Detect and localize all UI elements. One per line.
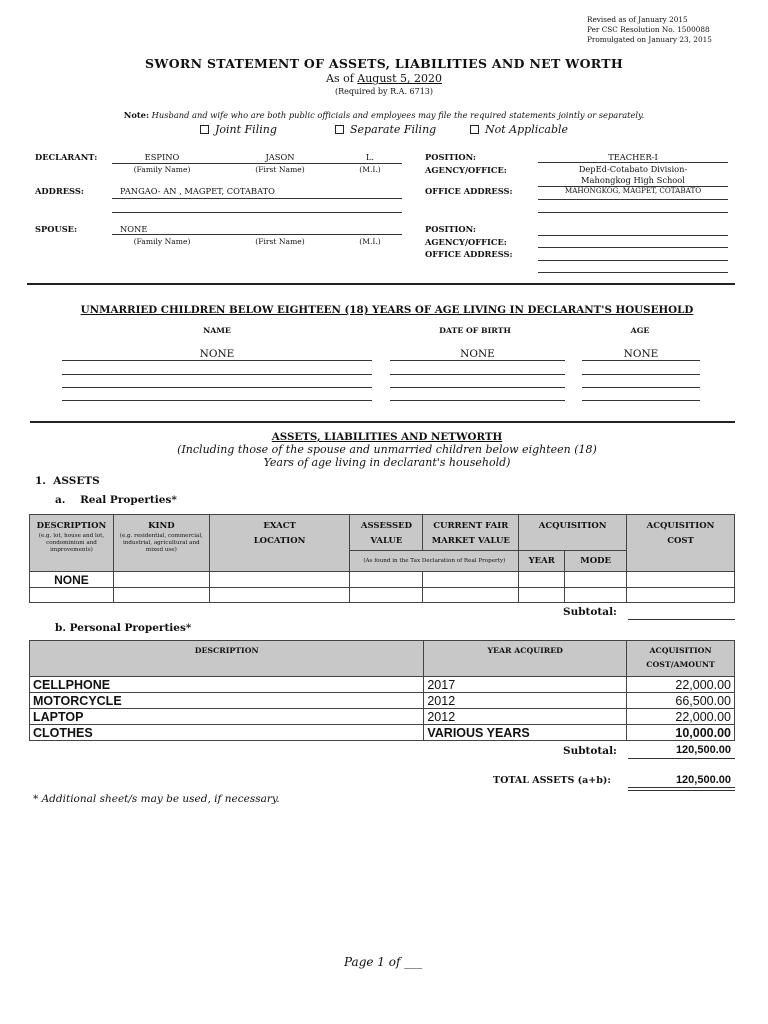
personal-properties-heading: b. Personal Properties* <box>55 622 192 634</box>
personal-description: CELLPHONE <box>30 677 424 693</box>
child-dob: NONE <box>460 348 495 360</box>
promulgated-text: Promulgated on January 23, 2015 <box>587 35 712 44</box>
spouse-first-caption: (First Name) <box>255 237 305 246</box>
table-row <box>30 693 735 709</box>
real-subtotal-label: Subtotal: <box>563 606 617 618</box>
personal-cost: 66,500.00 <box>627 693 735 709</box>
personal-subtotal-label: Subtotal: <box>563 745 617 757</box>
page-title: SWORN STATEMENT OF ASSETS, LIABILITIES AND NET WORTH <box>145 56 623 71</box>
divider <box>27 283 735 285</box>
spouse-family-caption: (Family Name) <box>133 237 191 246</box>
note <box>0 110 768 120</box>
position-label: POSITION: <box>425 152 476 162</box>
header-year-acquired: YEAR ACQUIRED <box>424 641 627 677</box>
child-name: NONE <box>199 348 235 360</box>
spouse-name: NONE <box>120 224 148 234</box>
declarant-mi: L. <box>365 152 375 162</box>
family-name-caption: (Family Name) <box>133 165 191 174</box>
first-name-caption: (First Name) <box>255 165 305 174</box>
note-text: Husband and wife who are both public officials and employees may file the required statements jointly or separately. <box>151 110 645 120</box>
children-title: UNMARRIED CHILDREN BELOW EIGHTEEN (18) YEARS OF AGE LIVING IN DECLARANT'S HOUSEHOLD <box>80 304 694 316</box>
checkbox-icon <box>470 125 479 134</box>
personal-year: 2012 <box>424 709 627 725</box>
note-label: Note: <box>123 110 150 120</box>
header-acquisition-cost: ACQUISITION COST/AMOUNT <box>627 641 735 677</box>
revision-info <box>587 15 712 45</box>
assets-heading: 1. ASSETS <box>35 475 100 487</box>
table-row <box>30 572 735 588</box>
header-mode: MODE <box>565 551 627 572</box>
position-value: TEACHER-I <box>608 152 658 162</box>
agency-value: DepEd-Cotabato Division- Mahongkog High School <box>578 164 688 185</box>
personal-properties-table <box>29 640 735 741</box>
table-row <box>30 725 735 741</box>
declarant-label: DECLARANT: <box>35 152 98 162</box>
total-assets-value: 120,500.00 <box>675 774 731 786</box>
table-row <box>30 588 735 603</box>
as-of-line <box>0 72 768 85</box>
personal-year: 2017 <box>424 677 627 693</box>
personal-cost: 22,000.00 <box>627 677 735 693</box>
spouse-label: SPOUSE: <box>35 224 78 234</box>
table-row <box>30 677 735 693</box>
children-col-age: AGE <box>630 326 650 335</box>
personal-cost: 22,000.00 <box>627 709 735 725</box>
declarant-family-name: ESPINO <box>144 152 180 162</box>
revised-text: Revised as of January 2015 <box>587 15 688 24</box>
mi-caption: (M.I.) <box>359 165 381 174</box>
resolution-text: Per CSC Resolution No. 1500088 <box>587 25 710 34</box>
filing-option-separate[interactable]: Separate Filing <box>335 123 436 136</box>
personal-description: MOTORCYCLE <box>30 693 424 709</box>
header-market-note: (As found in the Tax Declaration of Real Property) <box>350 551 519 572</box>
assets-subtitle-2: Years of age living in declarant's household) <box>263 456 511 469</box>
personal-description: LAPTOP <box>30 709 424 725</box>
header-description: DESCRIPTION (e.g. lot, house and lot, condominium and improvements) <box>30 515 114 572</box>
header-market-value: CURRENT FAIR MARKET VALUE <box>423 515 519 551</box>
additional-sheet-note: * Additional sheet/s may be used, if necessary. <box>33 793 280 805</box>
filing-option-na[interactable]: Not Applicable <box>470 123 568 136</box>
header-acquisition-cost: ACQUISITION COST <box>627 515 735 572</box>
as-of-date: August 5, 2020 <box>357 72 442 85</box>
assets-section-title: ASSETS, LIABILITIES AND NETWORTH <box>271 431 503 443</box>
real-properties-heading: a. Real Properties* <box>55 494 177 506</box>
office-address-label: OFFICE ADDRESS: <box>425 186 513 196</box>
personal-subtotal-value: 120,500.00 <box>675 744 731 756</box>
header-description: DESCRIPTION <box>30 641 424 677</box>
real-row-description: NONE <box>30 572 114 588</box>
children-col-name: NAME <box>203 326 231 335</box>
personal-year: VARIOUS YEARS <box>424 725 627 741</box>
checkbox-icon <box>200 125 209 134</box>
header-assessed-value: ASSESSED VALUE <box>350 515 423 551</box>
address-label: ADDRESS: <box>35 186 84 196</box>
personal-year: 2012 <box>424 693 627 709</box>
header-acquisition: ACQUISITION <box>519 515 627 551</box>
header-year: YEAR <box>519 551 565 572</box>
divider <box>30 421 735 423</box>
declarant-first-name: JASON <box>265 152 295 162</box>
spouse-position-label: POSITION: <box>425 224 476 234</box>
required-text: (Required by R.A. 6713) <box>334 87 434 96</box>
personal-cost: 10,000.00 <box>627 725 735 741</box>
office-address-value: MAHONGKOG, MAGPET, COTABATO <box>564 186 702 195</box>
real-properties-table <box>29 514 735 603</box>
checkbox-icon <box>335 125 344 134</box>
spouse-mi-caption: (M.I.) <box>359 237 381 246</box>
page-number: Page 1 of ___ <box>344 955 423 969</box>
header-location: EXACT LOCATION <box>209 515 350 572</box>
child-age: NONE <box>623 348 659 360</box>
assets-subtitle-1: (Including those of the spouse and unmarried children below eighteen (18) <box>177 443 597 456</box>
header-kind: KIND (e.g. residential, commercial, industrial, agricultural and mixed use) <box>113 515 209 572</box>
table-row <box>30 709 735 725</box>
children-col-dob: DATE OF BIRTH <box>439 326 511 335</box>
filing-option-joint[interactable]: Joint Filing <box>200 123 277 136</box>
spouse-agency-label: AGENCY/OFFICE: <box>425 237 507 247</box>
personal-description: CLOTHES <box>30 725 424 741</box>
address-value: PANGAO- AN , MAGPET, COTABATO <box>120 186 275 196</box>
as-of-label: As of <box>326 72 354 85</box>
total-assets-label: TOTAL ASSETS (a+b): <box>493 775 611 786</box>
spouse-office-address-label: OFFICE ADDRESS: <box>425 249 513 259</box>
agency-label: AGENCY/OFFICE: <box>425 165 507 175</box>
